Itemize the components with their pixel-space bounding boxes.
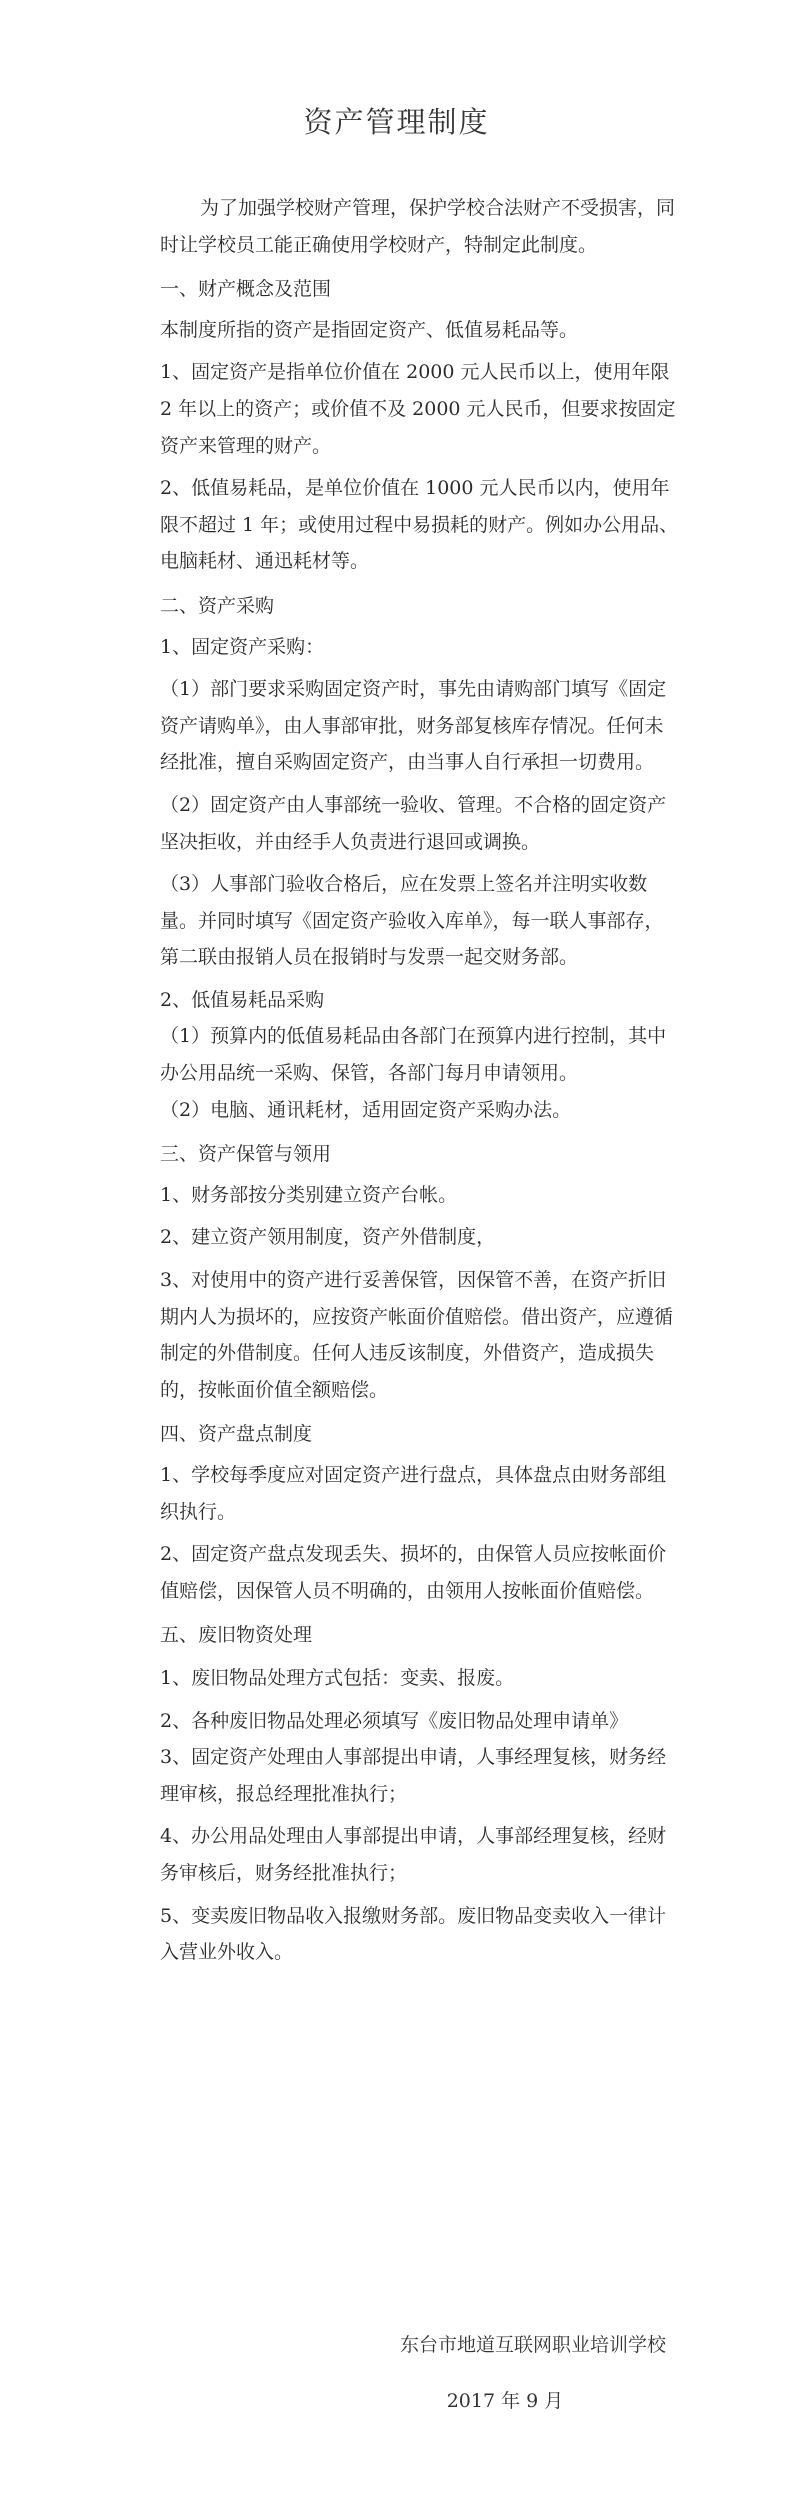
section-heading: 五、废旧物资处理 xyxy=(160,1624,313,1647)
paragraph: 2、建立资产领用制度，资产外借制度， xyxy=(160,1226,496,1249)
section-heading: 四、资产盘点制度 xyxy=(160,1423,313,1446)
document-body xyxy=(160,190,680,1971)
issue-date: 2017 年 9 月 xyxy=(446,2390,564,2412)
paragraph: （1）部门要求采购固定资产时，事先由请购部门填写《固定资产请购单》，由人事部审批，财务部复核库存情况。任何未经批准，擅自采购固定资产，由当事人自行承担一切费用。 xyxy=(160,678,667,774)
paragraph: 本制度所指的资产是指固定资产、低值易耗品等。 xyxy=(160,318,579,341)
document-title: 资产管理制度 xyxy=(303,105,490,139)
paragraph: 2、各种废旧物品处理必须填写《废旧物品处理申请单》 xyxy=(160,1709,629,1732)
paragraph: 1、固定资产是指单位价值在 2000 元人民币以上，使用年限 2 年以上的资产；或价值不及 2000 元人民币，但要求按固定资产来管理的财产。 xyxy=(160,361,676,457)
intro-paragraph: 为了加强学校财产管理，保护学校合法财产不受损害，同时让学校员工能正确使用学校财产，特制定此制度。 xyxy=(160,197,676,256)
paragraph: 3、固定资产处理由人事部提出申请，人事经理复核，财务经理审核，报总经理批准执行； xyxy=(160,1746,667,1805)
paragraph: （2）电脑、通讯耗材，适用固定资产采购办法。 xyxy=(160,1098,572,1121)
paragraph: 1、学校每季度应对固定资产进行盘点，具体盘点由财务部组织执行。 xyxy=(160,1464,667,1523)
paragraph: 5、变卖废旧物品收入报缴财务部。废旧物品变卖收入一律计入营业外收入。 xyxy=(160,1904,667,1964)
paragraph: 1、固定资产采购： xyxy=(160,635,325,658)
paragraph: 3、对使用中的资产进行妥善保管，因保管不善，在资产折旧期内人为损坏的，应按资产帐面价值赔偿。借出资产，应遵循制定的外借制度。任何人违反该制度，外借资产，造成损失的，按帐面价值全额赔偿。 xyxy=(160,1269,674,1401)
issuer-name: 东台市地道互联网职业培训学校 xyxy=(399,2334,666,2356)
paragraph: 1、财务部按分类别建立资产台帐。 xyxy=(160,1183,458,1206)
paragraph: （2）固定资产由人事部统一验收、管理。不合格的固定资产坚决拒收，并由经手人负责进行退回或调换。 xyxy=(160,793,667,853)
section-heading: 一、财产概念及范围 xyxy=(160,278,332,301)
paragraph: 4、办公用品处理由人事部提出申请，人事部经理复核，经财务审核后，财务经批准执行； xyxy=(160,1825,667,1884)
paragraph: 1、废旧物品处理方式包括：变卖、报废。 xyxy=(160,1666,515,1689)
section-heading: 三、资产保管与领用 xyxy=(160,1143,332,1166)
paragraph: 2、低值易耗品，是单位价值在 1000 元人民币以内，使用年限不超过 1 年；或使用过程中易损耗的财产。例如办公用品、电脑耗材、通迅耗材等。 xyxy=(160,477,679,573)
section-heading: 二、资产采购 xyxy=(160,594,275,617)
paragraph: 2、固定资产盘点发现丢失、损坏的，由保管人员应按帐面价值赔偿，因保管人员不明确的，由领用人按帐面价值赔偿。 xyxy=(160,1543,667,1602)
paragraph: （3）人事部门验收合格后，应在发票上签名并注明实收数量。并同时填写《固定资产验收入库单》，每一联人事部存，第二联由报销人员在报销时与发票一起交财务部。 xyxy=(160,873,664,969)
paragraph: 2、低值易耗品采购 xyxy=(160,988,325,1011)
paragraph: （1）预算内的低值易耗品由各部门在预算内进行控制，其中办公用品统一采购、保管，各部门每月申请领用。 xyxy=(160,1025,667,1085)
